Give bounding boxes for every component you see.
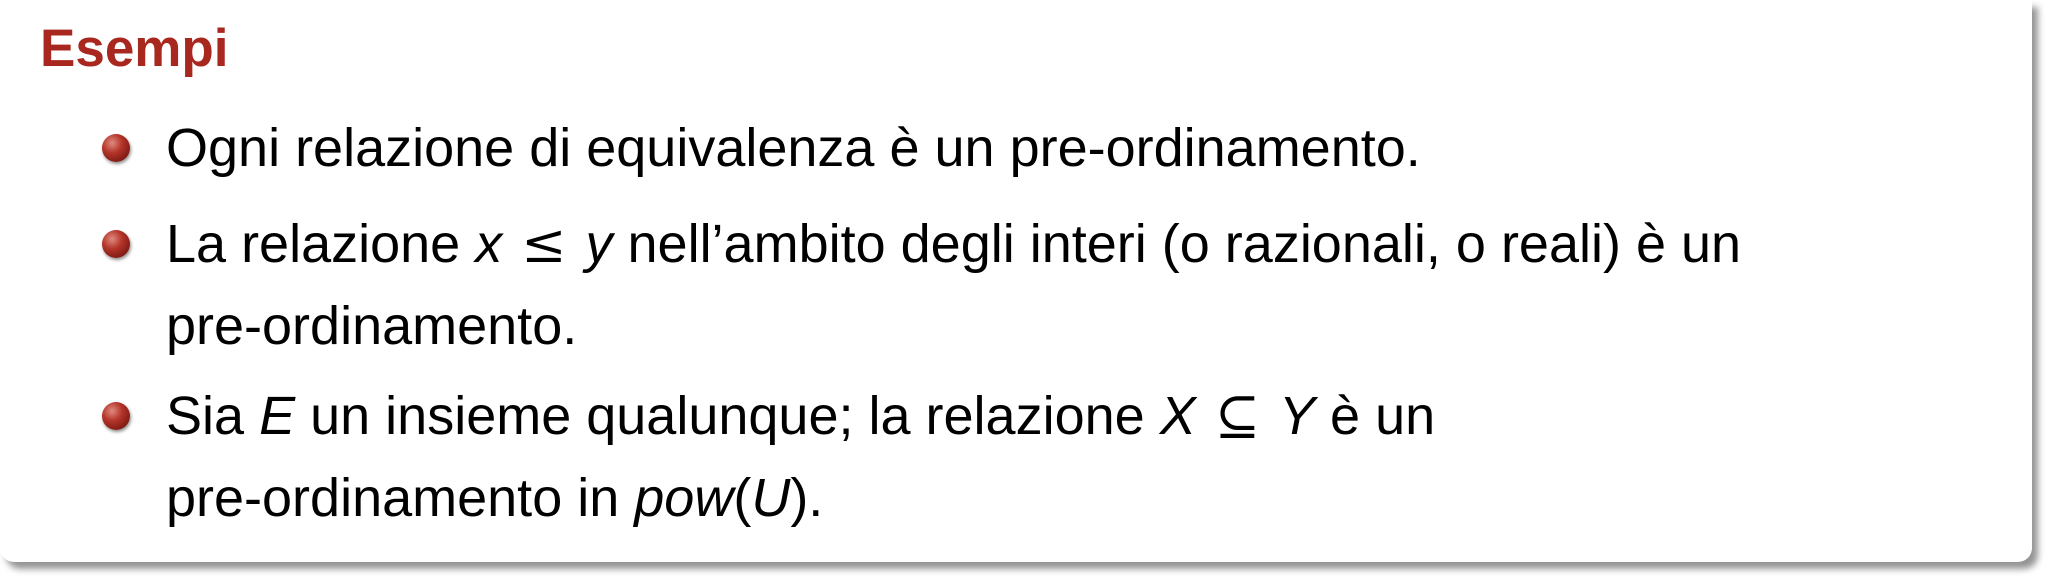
item-text-pre: Sia <box>166 386 260 446</box>
block-title: Esempi <box>40 19 229 78</box>
item-text: Ogni relazione di equivalenza è un pre-ordinamento. <box>166 118 1421 178</box>
math-var-x: x <box>475 214 503 274</box>
item-line-2 <box>166 457 2006 539</box>
math-subseteq-symbol: ⊆ <box>1214 384 1260 447</box>
math-paren-close: ). <box>790 468 824 528</box>
item-text-line2: pre-ordinamento in <box>166 468 635 528</box>
math-var-E: E <box>259 386 296 446</box>
bullet-icon <box>102 402 130 430</box>
item-line-2: pre-ordinamento. <box>166 296 578 356</box>
math-paren-open: ( <box>733 468 752 528</box>
math-var-Y: Y <box>1279 386 1316 446</box>
math-var-U: U <box>751 468 791 528</box>
item-text-post: nell’ambito degli interi (o razionali, o reali) è un <box>612 214 1742 274</box>
list-item-less-equal <box>166 203 2006 367</box>
math-pow: pow <box>634 468 734 528</box>
item-line-1 <box>166 203 2006 285</box>
item-text-post: è un <box>1315 386 1436 446</box>
list-item-equivalence <box>166 107 2006 189</box>
item-text-pre: La relazione <box>166 214 476 274</box>
item-line-1 <box>166 375 2006 457</box>
list-item-subset <box>166 375 2006 539</box>
math-var-X: X <box>1159 386 1196 446</box>
math-var-y: y <box>585 214 613 274</box>
item-text-mid: un insieme qualunque; la relazione <box>295 386 1160 446</box>
bullet-icon <box>102 134 130 162</box>
math-leq-symbol: ≤ <box>521 212 567 275</box>
bullet-icon <box>102 230 130 258</box>
